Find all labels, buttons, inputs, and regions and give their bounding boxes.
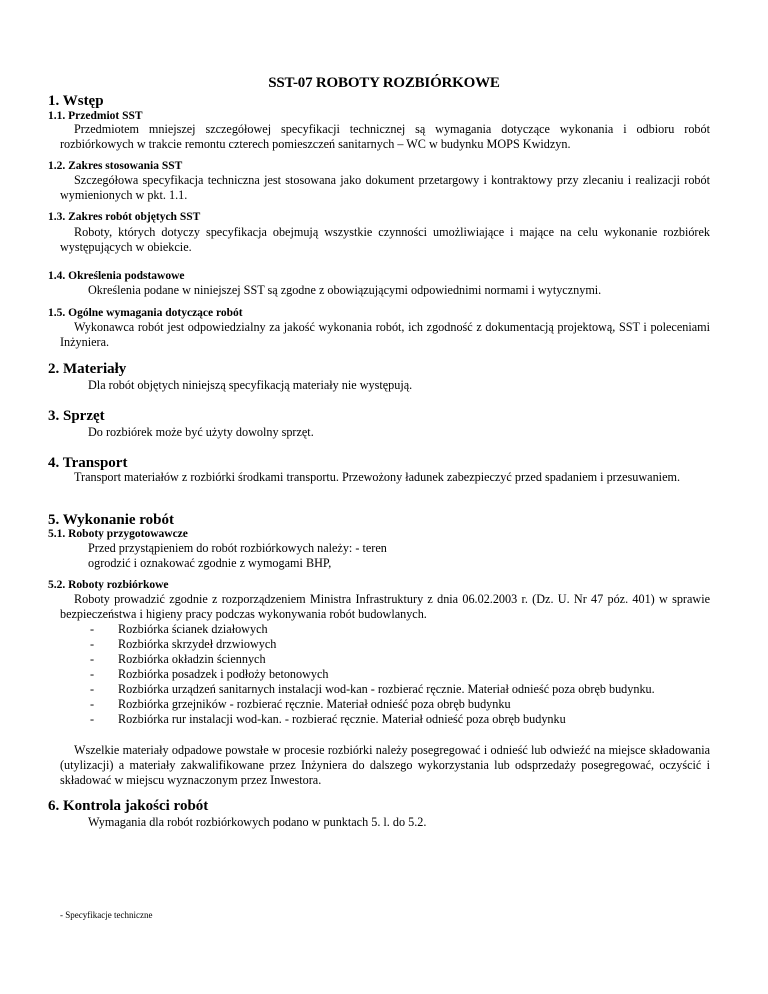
list-bullet: - (90, 652, 95, 666)
section-5-2-text-content: Roboty prowadzić zgodnie z rozporządzeniem Ministra Infrastruktury z dnia 06.02.2003 r. (Dz. U. Nr 47 póz. 401) w sprawie bezpieczeństwa i higieny pracy podczas wykonywania robót budowlanych. (60, 592, 710, 621)
section-6-text: Wymagania dla robót rozbiórkowych podano w punktach 5. l. do 5.2. (88, 815, 427, 829)
section-1-5-text-content: Wykonawca robót jest odpowiedzialny za jakość wykonania robót, ich zgodność z dokumentacją projektową, SST i poleceniami Inżyniera. (60, 320, 710, 349)
list-item: Rozbiórka urządzeń sanitarnych instalacji wod-kan - rozbierać ręcznie. Materiał odnieść poza obręb budynku. (118, 682, 655, 696)
section-5-1-line-1: Przed przystąpieniem do robót rozbiórkowych należy: - teren (88, 541, 387, 555)
list-bullet: - (90, 712, 95, 726)
section-4-heading: 4. Transport (48, 455, 128, 471)
section-1-4-heading: 1.4. Określenia podstawowe (48, 270, 185, 282)
section-1-3-text-content: Roboty, których dotyczy specyfikacja obejmują wszystkie czynności umożliwiające i mające na celu wykonanie rozbiórek występujących w obiekcie. (60, 225, 710, 254)
section-2-text: Dla robót objętych niniejszą specyfikacją materiały nie występują. (88, 378, 413, 392)
section-5-2-heading: 5.2. Roboty rozbiórkowe (48, 579, 169, 591)
list-item: Rozbiórka posadzek i podłoży betonowych (118, 667, 329, 681)
section-1-2-text (60, 173, 710, 203)
list-item: Rozbiórka rur instalacji wod-kan. - rozbierać ręcznie. Materiał odnieść poza obręb budynku (118, 712, 566, 726)
section-4-text (60, 470, 710, 485)
list-item: Rozbiórka grzejników - rozbierać ręcznie. Materiał odnieść poza obręb budynku (118, 697, 511, 711)
section-3-text: Do rozbiórek może być użyty dowolny sprzęt. (88, 425, 314, 439)
section-5-heading: 5. Wykonanie robót (48, 512, 174, 528)
list-item: Rozbiórka ścianek działowych (118, 622, 268, 636)
section-1-3-heading: 1.3. Zakres robót objętych SST (48, 211, 201, 223)
section-5-2-text (60, 592, 710, 622)
section-1-4-text: Określenia podane w niniejszej SST są zgodne z obowiązującymi odpowiednimi normami i wytycznymi. (88, 283, 602, 297)
section-1-1-text (60, 122, 710, 152)
list-bullet: - (90, 637, 95, 651)
section-1-2-text-content: Szczegółowa specyfikacja techniczna jest stosowana jako dokument przetargowy i kontraktowy przy zlecaniu i realizacji robót wymienionych w pkt. 1.1. (60, 173, 710, 202)
list-item: Rozbiórka skrzydeł drzwiowych (118, 637, 277, 651)
list-bullet: - (90, 622, 95, 636)
section-1-2-heading: 1.2. Zakres stosowania SST (48, 160, 183, 172)
section-2-heading: 2. Materiały (48, 361, 127, 377)
list-item: Rozbiórka okładzin ściennych (118, 652, 266, 666)
section-1-3-text (60, 225, 710, 255)
section-1-1-heading: 1.1. Przedmiot SST (48, 110, 143, 122)
list-bullet: - (90, 697, 95, 711)
list-bullet: - (90, 667, 95, 681)
page-footer: - Specyfikacje techniczne (60, 910, 153, 920)
section-4-text-content: Transport materiałów z rozbiórki środkami transportu. Przewożony ładunek zabezpieczyć przed spadaniem i przesuwaniem. (74, 470, 681, 484)
section-3-heading: 3. Sprzęt (48, 408, 105, 424)
section-6-heading: 6. Kontrola jakości robót (48, 798, 209, 814)
waste-paragraph (60, 743, 710, 788)
section-1-heading: 1. Wstęp (48, 93, 104, 109)
section-1-5-text (60, 320, 710, 350)
section-1-5-heading: 1.5. Ogólne wymagania dotyczące robót (48, 307, 243, 319)
section-1-1-text-content: Przedmiotem mniejszej szczegółowej specyfikacji technicznej są wymagania dotyczące wykonania i odbioru robót rozbiórkowych w trakcie remontu czterech pomieszczeń sanitarnych – WC w budynku MOPS Kwidzyn. (60, 122, 710, 151)
section-5-1-heading: 5.1. Roboty przygotowawcze (48, 528, 188, 540)
waste-paragraph-content: Wszelkie materiały odpadowe powstałe w procesie rozbiórki należy posegregować i odnieść lub odwieźć na miejsce składowania (utylizacji) a materiały zakwalifikowane przez Inżyniera do dalszego wykorzystania lub odsprzedaży posegregować, oczyścić i składować w miejscu wyznaczonym przez Inwestora. (60, 743, 710, 787)
list-bullet: - (90, 682, 95, 696)
section-5-1-line-2: ogrodzić i oznakować zgodnie z wymogami BHP, (88, 556, 332, 570)
document-title: SST-07 ROBOTY ROZBIÓRKOWE (268, 75, 500, 91)
